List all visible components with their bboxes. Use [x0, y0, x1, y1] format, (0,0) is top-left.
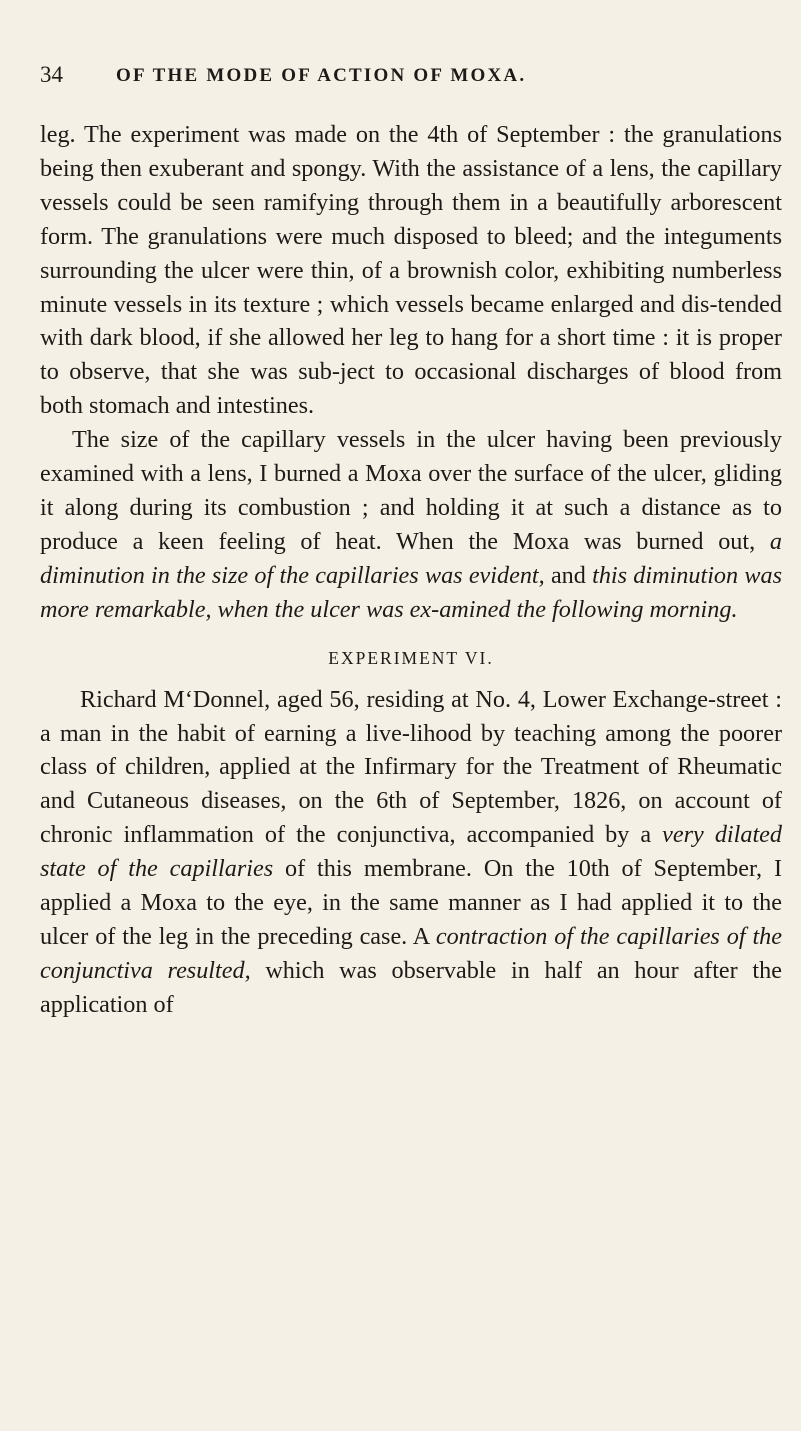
- paragraph-continuation: [40, 118, 782, 423]
- paragraph-experiment-vi: [40, 683, 782, 1022]
- italic-text-segment: a diminution in the size of the capillaries was evident,: [40, 527, 782, 589]
- paragraph-moxa-ulcer: [40, 423, 782, 626]
- body-text: [40, 118, 782, 1022]
- italic-text-segment: contraction of the capillaries of the conjunctiva resulted,: [40, 922, 782, 984]
- running-head: [40, 62, 780, 92]
- text-segment: Richard M‘Donnel, aged 56, residing at No. 4, Lower Exchange-street : a man in the habit of earning a live-lihood by teaching among the poorer class of children, applied at the Infirmary for the Treatment of Rheumatic and Cutaneous diseases, on the 6th of September, 1826, on account of chronic inflammation of the conjunctiva, accompanied by a: [40, 685, 782, 849]
- text-segment: which was observable in half an hour after the application of: [40, 956, 782, 1018]
- page-number: 34: [40, 62, 63, 87]
- text-segment: The size of the capillary vessels in the ulcer having been previously examined with a lens, I burned a Moxa over the surface of the ulcer, gliding it along during its combustion ; and holding it at such a distance as to produce a keen feeling of heat. When the Moxa was burned out,: [40, 426, 782, 555]
- text-segment: leg. The experiment was made on the 4th of September : the granulations being then exuberant and spongy. With the assistance of a lens, the capillary vessels could be seen ramifying through them in a beautifully arborescent form. The granulations were much disposed to bleed; and the integuments surrounding the ulcer were thin, of a brownish color, exhibiting numberless minute vessels in its texture ; which vessels became enlarged and dis-tended with dark blood, if she allowed her leg to hang for a short time : it is proper to observe, that she was sub-ject to occasional discharges of blood from both stomach and intestines.: [40, 121, 782, 420]
- italic-text-segment: this diminution was more remarkable, when the ulcer was ex-amined the following morning.: [40, 561, 782, 623]
- running-title: OF THE MODE OF ACTION OF MOXA.: [116, 65, 527, 86]
- italic-text-segment: very dilated state of the capillaries: [40, 821, 782, 883]
- text-segment: and: [544, 561, 593, 589]
- text-segment: of this membrane. On the 10th of September, I applied a Moxa to the eye, in the same manner as I had applied it to the ulcer of the leg in the preceding case. A: [40, 855, 782, 950]
- section-heading: EXPERIMENT VI.: [328, 647, 494, 668]
